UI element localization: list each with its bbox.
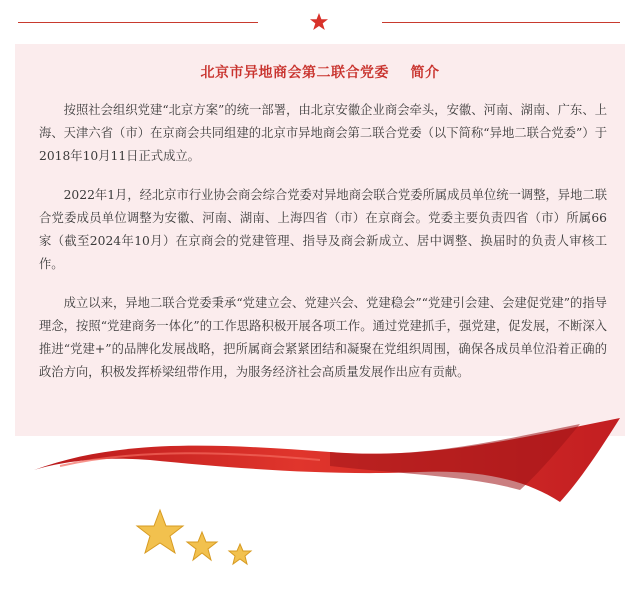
star-icon <box>309 12 329 32</box>
page-title: 北京市异地商会第二联合党委 简介 <box>200 65 440 81</box>
gold-star-icon <box>137 510 251 564</box>
intro-paragraph-3: 成立以来，异地二联合党委秉承“党建立会、党建兴会、党建稳会”“党建引会建、会建促党建”的指导理念，按照“党建商务一体化”的工作思路积极开展各项工作。通过党建抓手，强党建，促发展，不断深入推进“党建+”的品牌化发展战略，把所属商会紧紧团结和凝聚在党组织周围，确保各成员单位沿着正确的政治方向，积极发挥桥梁纽带作用，为服务经济社会高质量发展作出应有贡献。 <box>39 296 607 379</box>
header-divider-left <box>18 22 258 23</box>
red-flag-icon <box>34 418 620 502</box>
footer-decoration <box>0 410 637 608</box>
header-divider-right <box>382 22 620 23</box>
intro-card <box>15 44 625 436</box>
intro-paragraph-1: 按照社会组织党建“北京方案”的统一部署，由北京安徽企业商会牵头，安徽、河南、湖南、广东、上海、天津六省（市）在京商会共同组建的北京市异地商会第二联合党委（以下简称“异地二联合党委”）于2018年10月11日正式成立。 <box>39 103 607 163</box>
intro-paragraph-2: 2022年1月，经北京市行业协会商会综合党委对异地商会联合党委所属成员单位统一调整，异地二联合党委成员单位调整为安徽、河南、湖南、上海四省（市）在京商会。党委主要负责四省（市）所属66家（截至2024年10月）在京商会的党建管理、指导及商会新成立、居中调整、换届时的负责人审核工作。 <box>39 188 607 271</box>
